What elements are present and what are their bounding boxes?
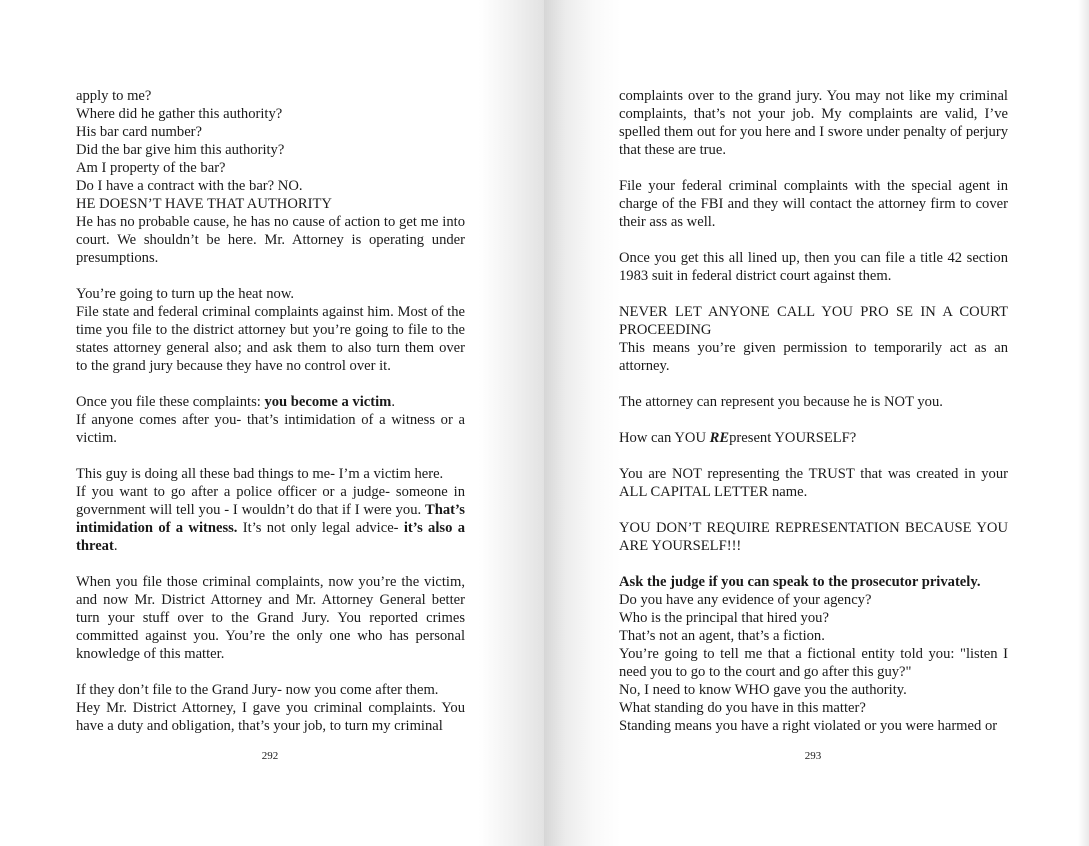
text-line: What standing do you have in this matter?: [619, 700, 866, 716]
paragraph: File your federal criminal complaints with the special agent in charge of the FBI and they will contact the attorney firm to cover their ass as well.: [619, 178, 1008, 230]
text-line: [76, 393, 465, 411]
text-line: That’s not an agent, that’s a fiction.: [619, 628, 825, 644]
bold-text: That’s intimidation of a witness.: [76, 502, 465, 536]
text-line: apply to me?: [76, 88, 152, 104]
text-line: Do I have a contract with the bar? NO.: [76, 178, 303, 194]
text-line: This guy is doing all these bad things to me- I’m a victim here.: [76, 466, 444, 482]
paragraph: [619, 429, 1008, 447]
text-line: No, I need to know WHO gave you the authority.: [619, 682, 907, 698]
text-line: Did the bar give him this authority?: [76, 142, 285, 158]
text-run: Once you file these complaints:: [76, 394, 265, 410]
text-line: If they don’t file to the Grand Jury- now you come after them.: [76, 682, 439, 698]
paragraph: complaints over to the grand jury. You may not like my criminal complaints, that’s not your job. My complaints are valid, I’ve spelled them out for you here and I swore under penalty of perjury that these are true.: [619, 88, 1008, 158]
page-number: 292: [261, 750, 279, 762]
text-run: It’s not only legal advice-: [237, 520, 404, 536]
paragraph: [76, 681, 465, 735]
text-line: You’re going to turn up the heat now.: [76, 286, 295, 302]
paragraph: [76, 285, 465, 375]
bold-text: RE: [709, 430, 730, 446]
text-run: How can YOU: [619, 430, 710, 446]
text-run: This means you’re given permission to temporarily act as an attorney.: [619, 340, 1008, 374]
paragraph: [619, 303, 1008, 375]
bold-text: you become a victim: [264, 394, 392, 410]
paragraph: [76, 393, 465, 447]
text-line: Standing means you have a right violated or you were harmed or: [619, 718, 998, 734]
text-line: NEVER LET ANYONE CALL YOU PRO SE IN A COURT PROCEEDING: [619, 304, 1008, 338]
text-run: If anyone comes after you- that’s intimidation of a witness or a victim.: [76, 412, 465, 446]
paragraph: [619, 573, 1008, 735]
paragraph: [76, 465, 465, 555]
paragraph: The attorney can represent you because he is NOT you.: [619, 394, 943, 410]
right-page: [544, 0, 1089, 846]
paragraph: YOU DON’T REQUIRE REPRESENTATION BECAUSE YOU ARE YOURSELF!!!: [619, 520, 1008, 554]
text-line: Am I property of the bar?: [76, 160, 226, 176]
text-line: Where did he gather this authority?: [76, 106, 283, 122]
left-page: [0, 0, 544, 846]
paragraph: [76, 87, 465, 267]
text-line: HE DOESN’T HAVE THAT AUTHORITY: [76, 196, 332, 212]
text-run: .: [113, 538, 118, 554]
text-run: present YOURSELF?: [729, 430, 857, 446]
paragraph: When you file those criminal complaints, now you’re the victim, and now Mr. District Attorney and Mr. Attorney General better turn your stuff over to the Grand Jury. You reported crimes committed against you. You’re the only one who has personal knowledge of this matter.: [76, 574, 465, 662]
paragraph: Once you get this all lined up, then you can file a title 42 section 1983 suit in federal district court against them.: [619, 250, 1008, 284]
text-run: If you want to go after a police officer or a judge- someone in government will tell you - I wouldn’t do that if I were you.: [76, 484, 465, 518]
text-line: Who is the principal that hired you?: [619, 610, 829, 626]
text-line: His bar card number?: [76, 124, 203, 140]
text-run: .: [391, 394, 395, 410]
text-run: Hey Mr. District Attorney, I gave you criminal complaints. You have a duty and obligation, that’s your job, to turn my criminal: [76, 700, 465, 734]
left-page-text: [76, 87, 465, 735]
right-page-text: [619, 87, 1008, 735]
text-line: Do you have any evidence of your agency?: [619, 592, 872, 608]
text-run: He has no probable cause, he has no cause of action to get me into court. We shouldn’t be here. Mr. Attorney is operating under presumptions.: [76, 214, 465, 266]
text-line: You’re going to tell me that a fictional entity told you: "listen I need you to go to the court and go after this guy?": [619, 646, 1008, 680]
text-run: File state and federal criminal complaints against him. Most of the time you file to the district attorney but you’re going to file to the states attorney general also; and ask them to also turn them over to the grand jury because they have no control over it.: [76, 304, 465, 374]
bold-text: Ask the judge if you can speak to the prosecutor privately.: [619, 574, 981, 590]
page-number: 293: [804, 750, 822, 762]
bold-text: it’s also a threat: [76, 520, 465, 554]
paragraph: You are NOT representing the TRUST that was created in your ALL CAPITAL LETTER name.: [619, 466, 1008, 500]
